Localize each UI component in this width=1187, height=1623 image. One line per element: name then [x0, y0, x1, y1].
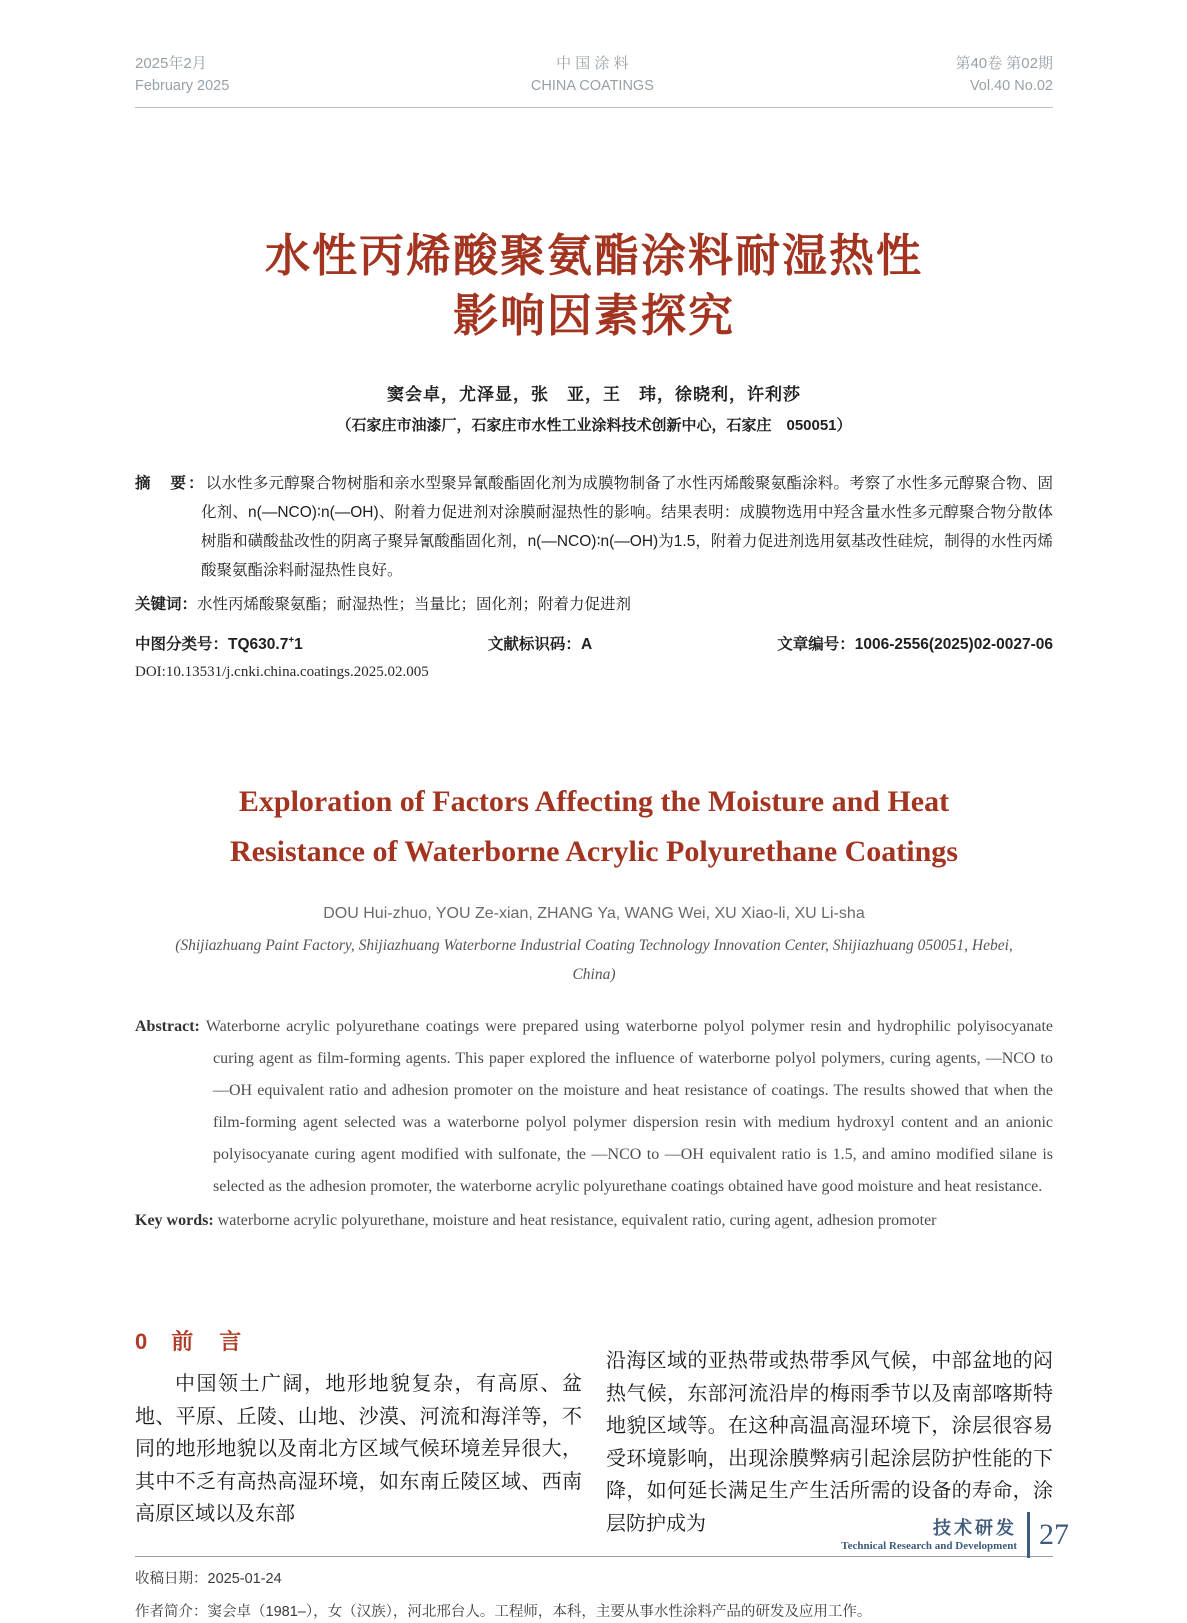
received-date-value: 2025-01-24	[207, 1571, 282, 1587]
keywords-en-label: Key words:	[135, 1212, 214, 1229]
abstract-cn-label: 摘 要：	[135, 475, 206, 492]
clc-tail: 1	[294, 636, 303, 653]
clc-number	[135, 632, 303, 654]
body-columns	[135, 1325, 1053, 1540]
article-id	[777, 632, 1053, 654]
footer-column-names	[841, 1517, 1017, 1553]
date-cn: 2025年2月	[135, 55, 207, 72]
article-title-cn-line2: 影响因素探究	[452, 290, 735, 341]
running-head	[135, 52, 1053, 98]
body-column-left	[135, 1325, 582, 1540]
issue-cn: 第40卷 第02期	[955, 55, 1053, 72]
keywords-cn	[135, 590, 1053, 619]
authors-cn: 窦会卓，尤泽显，张 亚，王 玮，徐晓利，许利莎	[387, 385, 801, 404]
clc-label: 中图分类号：	[135, 636, 229, 653]
body-column-right	[606, 1325, 1053, 1540]
abstract-cn	[135, 469, 1053, 585]
footer-column-cn: 技术研发	[933, 1518, 1017, 1538]
clc-value: TQ630.7	[228, 636, 289, 653]
header-rule	[135, 107, 1053, 108]
issue-en: Vol.40 No.02	[969, 78, 1053, 94]
doi: DOI:10.13531/j.cnki.china.coatings.2025.02.005	[135, 664, 429, 680]
keywords-en	[135, 1205, 1053, 1237]
section-title: 前 言	[171, 1329, 244, 1354]
author-bio-line	[135, 1601, 1053, 1623]
footer-divider	[1027, 1512, 1030, 1558]
running-head-issue	[955, 52, 1053, 98]
article-title-en-line2: Resistance of Waterborne Acrylic Polyurethane Coatings	[230, 835, 958, 868]
running-head-journal	[531, 52, 654, 98]
keywords-cn-text: 水性丙烯酸聚氨酯；耐湿热性；当量比；固化剂；附着力促进剂	[197, 596, 632, 613]
article-title-cn	[135, 226, 1053, 346]
author-bio-value: 窦会卓（1981–），女（汉族），河北邢台人。工程师，本科，主要从事水性涂料产品的研发及应用工作。	[207, 1604, 872, 1620]
document-code-label: 文献标识码：	[487, 636, 581, 653]
journal-name-cn: 中 国 涂 料	[556, 55, 629, 72]
document-code-value: A	[580, 636, 593, 653]
abstract-en	[135, 1011, 1053, 1203]
date-en: February 2025	[135, 78, 230, 94]
abstract-en-text: Waterborne acrylic polyurethane coatings were prepared using waterborne polyol polymer resin and hydrophilic polyisocyanate curing agent as film-forming agents. This paper explored the influence of waterborne polyol polymers, curing agents, —NCO to —OH equivalent ratio and adhesion promoter on the moisture and heat resistance of coatings. The results showed that when the film-forming agent selected was a waterborne polyol polymer dispersion resin with medium hydroxyl content and an anionic polyisocyanate curing agent modified with sulfonate, the —NCO to —OH equivalent ratio is 1.5, and amino modified silane is selected as the adhesion promoter, the waterborne acrylic polyurethane coatings obtained have good moisture and heat resistance.	[205, 1018, 1054, 1195]
author-bio-label: 作者简介：	[135, 1604, 208, 1620]
footnote	[135, 1556, 1053, 1623]
keywords-cn-label: 关键词：	[135, 596, 198, 613]
journal-name-en: CHINA COATINGS	[530, 78, 654, 94]
page-footer	[841, 1512, 1069, 1558]
abstract-cn-text: 以水性多元醇聚合物树脂和亲水型聚异氰酸酯固化剂为成膜物制备了水性丙烯酸聚氨酯涂料。考察了水性多元醇聚合物、固化剂、n(—NCO)∶n(—OH)、附着力促进剂对涂膜耐湿热性的影响。结果表明：成膜物选用中羟含量水性多元醇聚合物分散体树脂和磺酸盐改性的阴离子聚异氰酸酯固化剂，n(—NCO)∶n(—OH)为1.5，附着力促进剂选用氨基改性硅烷，制得的水性丙烯酸聚氨酯涂料耐湿热性良好。	[201, 475, 1053, 579]
article-title-en-line1: Exploration of Factors Affecting the Moisture and Heat	[238, 785, 950, 818]
received-date-label: 收稿日期：	[135, 1571, 208, 1587]
classification-row	[135, 632, 1053, 654]
document-code	[488, 632, 592, 654]
section-number: 0	[135, 1329, 150, 1354]
received-date-line	[135, 1568, 1053, 1590]
footer-column-en: Technical Research and Development	[841, 1540, 1017, 1552]
article-title-cn-line1: 水性丙烯酸聚氨酯涂料耐湿热性	[264, 230, 923, 281]
article-id-label: 文章编号：	[777, 636, 855, 653]
page-number: 27	[1039, 1518, 1069, 1551]
affiliation-cn: （石家庄市油漆厂，石家庄市水性工业涂料技术创新中心，石家庄 050051）	[336, 417, 852, 434]
section-heading-intro	[135, 1325, 582, 1356]
intro-paragraph-right: 沿海区域的亚热带或热带季风气候，中部盆地的闷热气候，东部河流沿岸的梅雨季节以及南部喀斯特地貌区域等。在这种高温高湿环境下，涂层很容易受环境影响，出现涂膜弊病引起涂层防护性能的下降，如何延长满足生产生活所需的设备的寿命，涂层防护成为	[606, 1350, 1053, 1535]
running-head-date	[135, 52, 229, 98]
authors-en: DOU Hui-zhuo, YOU Ze-xian, ZHANG Ya, WANG Wei, XU Xiao-li, XU Li-sha	[323, 905, 865, 922]
clc-superscript: +	[288, 634, 295, 646]
intro-paragraph-left: 中国领土广阔，地形地貌复杂，有高原、盆地、平原、丘陵、山地、沙漠、河流和海洋等，不同的地形地貌以及南北方区域气候环境差异很大，其中不乏有高热高湿环境，如东南丘陵区域、西南高原区域以及东部	[135, 1373, 582, 1525]
affiliation-en: (Shijiazhuang Paint Factory, Shijiazhuang Waterborne Industrial Coating Technology Innovation Center, Shijiazhuang 050051, Hebei, China)	[175, 937, 1013, 983]
keywords-en-text: waterborne acrylic polyurethane, moisture and heat resistance, equivalent ratio, curing agent, adhesion promoter	[217, 1212, 937, 1229]
article-title-en	[135, 777, 1053, 877]
article-id-value: 1006-2556(2025)02-0027-06	[854, 636, 1053, 653]
abstract-en-label: Abstract:	[135, 1018, 200, 1035]
